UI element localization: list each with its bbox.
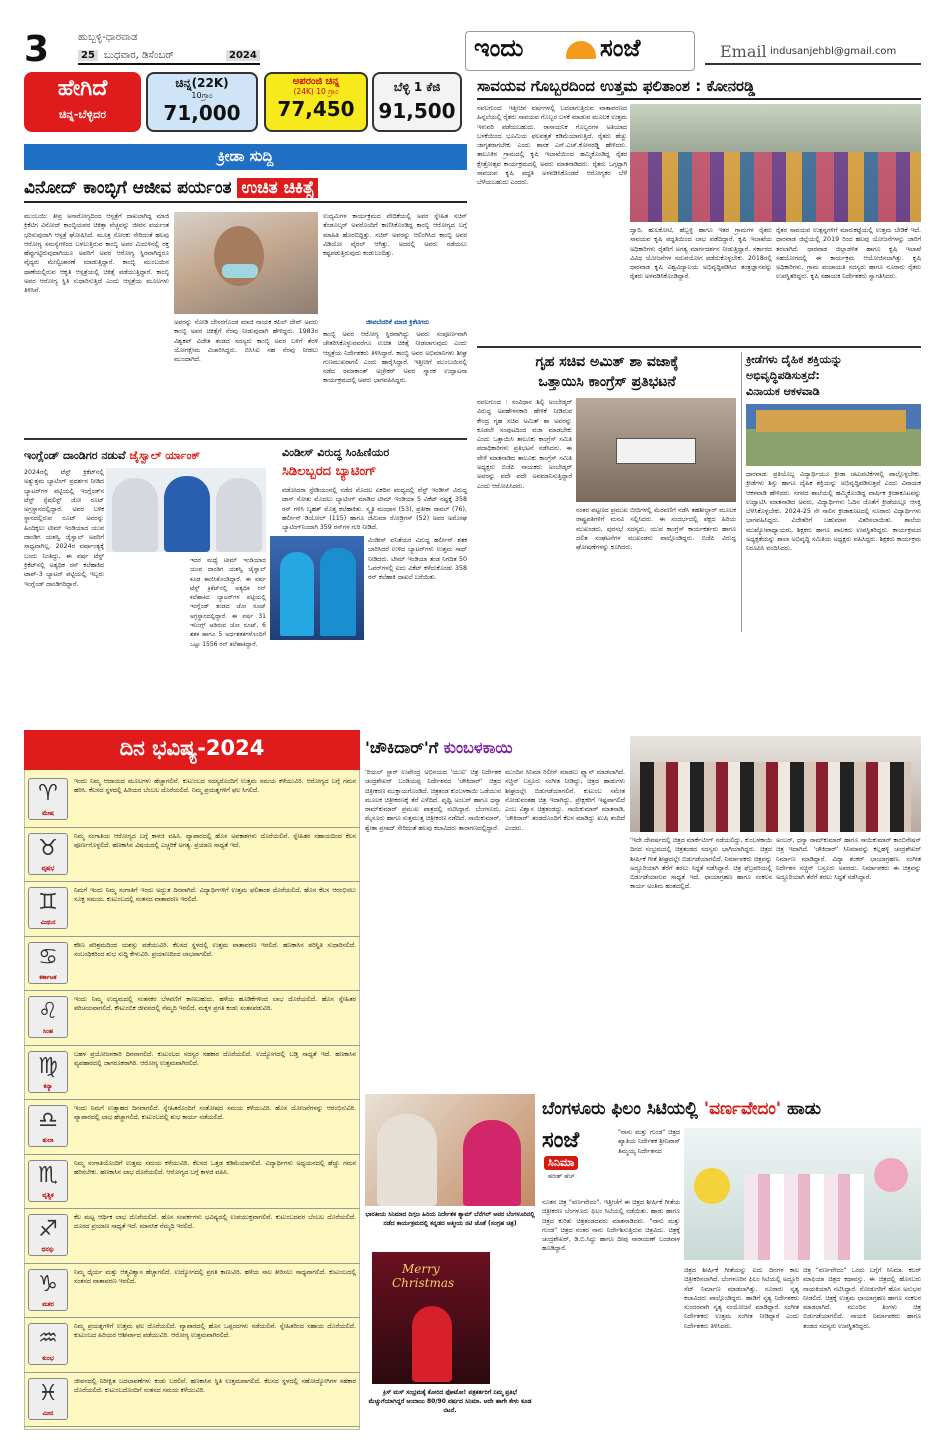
horoscope-row [24,1156,360,1210]
chowkidar-col4: ಅಂಬರ್, ಧನ್ಯಾ ರಾಮ್‌ಕುಮಾರ್ ಹಾಗೂ ಸಾಯಿಕುಮಾರ್ ಕಾಂಬಿನೇಷನ್ ಚಿತ್ರ ಇದಾಗಿದೆ. 'ಚೌಕಿದಾರ್' ಸಿನಿಮಾವನ್ನು ಕಲ್ಲಹಳ್ಳಿ ಚಂದ್ರಶೇಖರ್ ನಿರ್ಮಾಣ ಮಾಡಿದ್ದಾರೆ. ವಿದ್ಯಾ ಶಂಕರ್ ಛಾಯಾಗ್ರಹಣ, ಸಂಗೀತ ನಿರ್ದೇಶನ ಸಚ್ಚಿನ್ ಬಸ್ರೂರು ಅವರದು. ನಿರ್ಮಾಪಕರು ಈ ಚಿತ್ರವನ್ನು ಅದ್ದೂರಿಯಾಗಿ ತೆರೆಗೆ ತರಲು ಸಿದ್ಧತೆ ನಡೆಸಿದ್ದಾರೆ. [776,837,921,882]
date-text: ಬುಧವಾರ, ಡಿಸೆಂಬರ್ [104,50,174,61]
film-intro: "ನಾನು ಮತ್ತು ಗುಂಡ" ಚಿತ್ರದ ಖ್ಯಾತಿಯ ನಿರ್ದೇಶಕ ಶ್ರೀನಿವಾಸ್ ತಿಮ್ಮಯ್ಯ ನಿರ್ದೇಶನದ [618,1129,680,1155]
film-headline [542,1096,921,1124]
chowkidar-headline-a: 'ಚೌಕಿದಾರ್'ಗೆ [365,738,444,757]
jaiswal-photo [106,468,266,552]
kambli-subhead: ಜೀವಬೆದರಿಕೆ ಮಾಜಿ ಕ್ರಿಕೆಟಿಗರು [365,318,430,326]
sports-tent [756,410,906,432]
zodiac-name: ಮಕರ [42,1300,54,1308]
gold24-label: ಅಪರಂಜಿ ಚಿನ್ನ [292,76,340,87]
horoscope-text: ಇಂದು ನಿಮ್ಮ ಉದ್ಯಮದಲ್ಲಿ ಸಂತಸಕರ ಬೆಳವಣಿಗೆ ಕಾಣಬಹುದು. ಹಳೆಯ ಹೂಡಿಕೆಗಳಿಂದ ಲಾಭ ದೊರೆಯಲಿದೆ. ಹೊಸ ಸ್ನೇಹಿತರ ಪರಿಚಯವಾಗಲಿದೆ. ಕೌಟುಂಬಿಕ ಜೀವನದಲ್ಲಿ ನೆಮ್ಮದಿ ಇರಲಿದೆ. ಮಕ್ಕಳ ಪ್ರಗತಿ ಕಂಡು ಸಂತಸಪಡುವಿರಿ. [74,996,356,1013]
kambli-headline-b: ಉಚಿತ ಚಿಕಿತ್ಸೆ [237,178,318,198]
vinayak-photo [746,404,921,466]
shah-headline-1: ಗೃಹ ಸಚಿವ ಅಮಿತ್ ಶಾ ವಜಾಕ್ಕೆ [535,354,679,370]
vinayak-headline-1: ಕ್ರೀಡೆಗಳು ದೈಹಿಕ ಶಕ್ತಿಯನ್ನು [746,353,843,366]
dancers [744,1174,864,1260]
horoscope-row [24,1210,360,1264]
merry-text: Merry [402,1262,440,1276]
email-label: Email [720,42,767,61]
horoscope-row [24,883,360,937]
benegal-caption: ಭಾರತೀಯ ಸಿನಿಮಾದ ದಿಗ್ಗಜ ಹಿರಿಯ ನಿರ್ದೇಶಕ ಶ್ಯಾಮ್ ಬೆನೆಗಲ್ ಅವರ ಬೆಂಗಳೂರಿನಲ್ಲಿ ನಡೆದ ಕಾರ್ಯಕ್ರಮದಲ್ಲಿ ಕನ್ನಡದ ಆತ್ಮೀಯ ನಟಿ ಜೊತೆ (ಸಂಗ್ರಹ ಚಿತ್ರ) [365,1211,535,1227]
protest-banner [616,438,696,464]
page-number: 3 [24,29,50,70]
zodiac-name: ಮೀನ [42,1409,54,1417]
email-address: indusanjehbl@gmail.com [770,46,897,57]
benegal-figure [377,1114,437,1206]
gold24-value: 77,450 [277,97,355,121]
actress-figure [463,1120,521,1206]
horoscope-row [24,1265,360,1319]
kambli-headline [24,175,467,203]
horoscope-text: ಇಂದು ನಿಮಗೆ ಉತ್ಸಾಹದ ದಿನವಾಗಲಿದೆ. ಸ್ನೇಹಿತರೊಂದಿಗೆ ಸಂತೋಷದ ಸಮಯ ಕಳೆಯುವಿರಿ. ಹೊಸ ಯೋಜನೆಗಳನ್ನು ಆರಂಭಿಸುವಿರಿ. ವ್ಯಾಪಾರದಲ್ಲಿ ಲಾಭ ಹೆಚ್ಚಾಗಲಿದೆ. ಕುಟುಂಬದಲ್ಲಿ ಶುಭ ಕಾರ್ಯ ನಡೆಯಲಿದೆ. [74,1105,356,1122]
rates-title-line2: ಚಿನ್ನ-ಬೆಳ್ಳಿದರ [58,108,107,121]
kambli-photo [174,212,318,314]
player-duckett [216,478,262,552]
jaiswal-col2: ಇದರ ಮಧ್ಯೆ ಟೀಮ್ ಇಂಡಿಯಾದ ಯುವ ದಾಂಡಿಗ ಯಶಸ್ವಿ ಜೈಸ್ವಾಲ್ ಕೂಡ ಕಾಣಿಸಿಕೊಂಡಿದ್ದಾರೆ. ಈ ವರ್ಷ ಟೆಸ್ಟ್ ಕ್ರಿಕೆಟ್‌ನಲ್ಲಿ ಅತ್ಯಧಿಕ ರನ್ ಕಲೆಹಾಕಿದ ಬ್ಯಾಟರ್‌ಗಳ ಪಟ್ಟಿಯಲ್ಲಿ ಇಂಗ್ಲೆಂಡ್ ತಂಡದ ಜೋ ರೂಟ್ ಅಗ್ರಸ್ಥಾನದಲ್ಲಿದ್ದಾರೆ. ಈ ವರ್ಷ 31 ಇನಿಂಗ್ಸ್ ಆಡಿರುವ ಜೋ ರೂಟ್, 6 ಶತಕ ಹಾಗೂ 5 ಅರ್ಧಶತಕಗಳೊಂದಿಗೆ ಒಟ್ಟು 1556 ರನ್ ಕಲೆಹಾಕಿದ್ದಾರೆ. [190,557,266,648]
kambli-col1: ಮುಂಬಯಿ: ತೀವ್ರ ಅನಾರೋಗ್ಯದಿಂದ ಆಸ್ಪತ್ರೆಗೆ ದಾಖಲಾಗಿದ್ದ ಮಾಜಿ ಕ್ರಿಕೆಟಿಗ ವಿನೋದ್ ಕಾಂಬ್ಳಿಯವರ ಚಿಕಿತ್ಸಾ ವೆಚ್ಚವನ್ನು ಜೀವನ ಪರ್ಯಂತ ಭರಿಸುವುದಾಗಿ ಆಸ್ಪತ್ರೆ ಘೋಷಿಸಿದೆ. ಮೂತ್ರ ಸೋಂಕು ಸೇರಿದಂತೆ ಹಲವು ಆರೋಗ್ಯ ಸಮಸ್ಯೆಗಳಿಂದ ಬಳಲುತ್ತಿರುವ ಕಾಂಬ್ಳಿ ಅವರ ಮಿದುಳಿನಲ್ಲಿ ರಕ್ತ ಹೆಪ್ಪುಗಟ್ಟಿರುವುದಾಗಿಯೂ ಅವರಿಗೆ ಅವರ ಆರೋಗ್ಯ ಸ್ಥಿರವಾಗಿದ್ದರೂ ವೈದ್ಯರು ಮೇಲ್ವಿಚಾರಣೆ ಮಾಡುತ್ತಿದ್ದಾರೆ. ಕಾಂಬ್ಳಿ ಮುಂಬಯಿನ ಥಾಣೆಯಲ್ಲಿರುವ ಆಕೃತಿ ಆಸ್ಪತ್ರೆಯಲ್ಲಿ ಚಿಕಿತ್ಸೆ ಪಡೆಯುತ್ತಿದ್ದಾರೆ. ಕಾಂಬ್ಳಿ ಅವರ ಆರೋಗ್ಯ ಸ್ಥಿತಿ ಸುಧಾರಿಸುತ್ತಿದೆ ಎಂದು ಆಸ್ಪತ್ರೆಯ ಮೂಲಗಳು ತಿಳಿಸಿವೆ. [24,213,169,295]
benegal-photo [365,1094,535,1206]
masthead [0,0,945,70]
horoscope-row [24,829,360,883]
zodiac-glyph: ♒ [38,1326,58,1351]
horoscope-row [24,1101,360,1155]
horoscope-text: ಜೀವನದಲ್ಲಿ ನಿರೀಕ್ಷಿತ ಬದಲಾವಣೆಗಳು ಕಂಡು ಬರಲಿವೆ. ಹಣಕಾಸಿನ ಸ್ಥಿತಿ ಉತ್ತಮವಾಗಲಿದೆ. ಕೆಲಸದ ಸ್ಥಳದಲ್ಲಿ ಸಹೋದ್ಯೋಗಿಗಳ ಸಹಕಾರ ದೊರೆಯಲಿದೆ. ಕುಟುಂಬದೊಂದಿಗೆ ಸಂತಸದ ಸಮಯ ಕಳೆಯುವಿರಿ. [74,1377,356,1394]
crowd-row [630,152,921,222]
zodiac-icon [28,1269,68,1311]
horoscope-row [24,1047,360,1101]
horoscope-row [24,992,360,1046]
film-col2: ಚಿತ್ರದ ಶೀರ್ಷಿಕೆ ಗೀತೆಯನ್ನು ಐದು ದಿನಗಳ ಕಾಲ ಚಿತ್ರೀಕರಿಸಲಾಗಿದೆ. ಬೆಂಗಳೂರಿನ ಫಿಲಂ ಸಿಟಿಯಲ್ಲಿ ಅದ್ದೂರಿ ಸೆಟ್ ನಿರ್ಮಾಣ ಮಾಡಲಾಗಿತ್ತು. ನೂರಾರು ನೃತ್ಯ ಕಲಾವಿದರು ಪಾಲ್ಗೊಂಡಿದ್ದರು. ಹಾಡಿಗೆ ನೃತ್ಯ ನಿರ್ದೇಶಕರು ಸುಂದರವಾಗಿ ನೃತ್ಯ ಸಂಯೋಜನೆ ಮಾಡಿದ್ದಾರೆ. ಸಂಗೀತ ನಿರ್ದೇಶಕರು ಉತ್ತಮ ಸಂಗೀತ ನೀಡಿದ್ದಾರೆ ಎಂದು ನಿರ್ದೇಶಕರು ತಿಳಿಸಿದರು. [684,1267,799,1330]
sanje-word: ಸಂಜೆ [542,1128,580,1153]
zodiac-name: ಸಿಂಹ [42,1028,53,1035]
agri-headline: ಸಾವಯವ ಗೊಬ್ಬರದಿಂದ ಉತ್ತಮ ಫಲಿತಾಂಶ : ಕೋನರಡ್ಡಿ [477,74,921,100]
womens-col1: ವಡೋದರಾ ಸ್ಟೇಡಿಯಂನಲ್ಲಿ ನಡೆದ ಮೊದಲ ಏಕದಿನ ಪಂದ್ಯದಲ್ಲಿ ವೆಸ್ಟ್ ಇಂಡೀಸ್ ವಿರುದ್ಧ ಟಾಸ್ ಸೋತು ಮೊದಲು ಬ್ಯಾಟಿಂಗ್ ಮಾಡಿದ ಟೀಮ್ ಇಂಡಿಯಾ 5 ವಿಕೆಟ್ ನಷ್ಟಕ್ಕೆ 358 ರನ್ ಗಳಿಸಿ ಬೃಹತ್ ಮೊತ್ತ ಕಲೆಹಾಕಿತು. ಸ್ಮೃತಿ ಮಂಧಾನ (53), ಪ್ರತೀಕಾ ರಾವಲ್ (76), ಹರ್ಲೀನ್ ಡಿಯೋಲ್ (115) ಹಾಗೂ ಜೆಮಿಮಾ ರೋಡ್ರಿಗಸ್ (52) ಅವರ ಅಮೋಘ ಬ್ಯಾಟಿಂಗ್‌ನಿಂದಾಗಿ 359 ರನ್‌ಗಳ ಗುರಿ ನೀಡಿದೆ. [282,487,467,532]
jaiswal-headline-a: ಇಂಗ್ಲೆಂಡ್ ದಾಂಡಿಗರ ನಡುವೆ [24,449,130,462]
sports-banner-text: ಕ್ರೀಡಾ ಸುದ್ದಿ [217,147,274,165]
zodiac-glyph: ♈ [38,781,58,806]
masthead-underline [78,63,260,65]
chowkidar-headline-b: ಕುಂಬಳಕಾಯಿ [443,738,513,757]
jaiswal-col1: 2024ರಲ್ಲಿ ಟೆಸ್ಟ್ ಕ್ರಿಕೆಟ್‌ನಲ್ಲಿ ಅತ್ಯುತ್ತಮ ಬ್ಯಾಟಿಂಗ್ ಪ್ರದರ್ಶನ ನೀಡಿದ ಬ್ಯಾಟರ್‌ಗಳ ಪಟ್ಟಿಯಲ್ಲಿ ಇಂಗ್ಲೆಂಡ್‌ನ ಟೆಸ್ಟ್ ಸ್ಪೆಷಲಿಸ್ಟ್ ಜೋ ರೂಟ್ ಅಗ್ರಸ್ಥಾನದಲ್ಲಿದ್ದಾರೆ. ಅವರ ಬಳಿಕ ಸ್ಥಾನದಲ್ಲಿರುವ ರೂಟ್ ಅವರನ್ನು ಹಿಂದಿಕ್ಕಲು ಟೀಮ್ ಇಂಡಿಯಾದ ಯುವ ದಾಂಡಿಗ ಯಶಸ್ವಿ ಜೈಸ್ವಾಲ್ ಅವರಿಗೆ ಸಾಧ್ಯವಾಗಿಲ್ಲ. 2024ರ ವರ್ಷಾಂತ್ಯಕ್ಕೆ ಬಂದು ನಿಂತಿದ್ದು, ಈ ವರ್ಷ ಟೆಸ್ಟ್ ಕ್ರಿಕೆಟ್‌ನಲ್ಲಿ ಅತ್ಯಧಿಕ ರನ್ ಕಲೆಹಾಕಿದ ಟಾಪ್-3 ಬ್ಯಾಟರ್ ಪಟ್ಟಿಯಲ್ಲಿ ಇಬ್ಬರು ಇಂಗ್ಲೆಂಡ್ ದಾಂಡಿಗರಿದ್ದಾರೆ. [24,469,104,588]
zodiac-name: ಮೇಷ [42,810,54,817]
silver-rate [372,72,462,132]
kambli-headline-a: ವಿನೋದ್ ಕಾಂಬ್ಳಿಗೆ ಆಜೀವ ಪರ್ಯಂತ [24,178,238,198]
vinayak-headline-2: ಅಭಿವೃದ್ಧಿಪಡಿಸುತ್ತದೆ: [746,369,820,382]
film-headline-c: ಹಾಡು [781,1099,822,1119]
zodiac-name: ವೃಶ್ಚಿಕ [42,1191,54,1199]
zodiac-name: ವೃಷಭ [41,864,55,872]
chowkidar-col3: 'ಇದೇ ದೇವರ್ಷದಲ್ಲಿ ಚಿತ್ರದ ಮಾರ್ಕೆಟಿಂಗ್ ನಡೆಯಲಿದ್ದು, ಕುಂಬಳಕಾಯಿ ದಿನದ ಸಂಭ್ರಮದಲ್ಲಿ ಚಿತ್ರತಂಡದ ಸದಸ್ಯರು ಭಾಗಿಯಾಗಿದ್ದರು. ಚಿತ್ರದ ಶೀರ್ಷಿಕೆ ಗೀತೆ ಶೀಘ್ರದಲ್ಲೇ ಬಿಡುಗಡೆಯಾಗಲಿದೆ. ನಿರ್ಮಾಪಕರು ಚಿತ್ರವನ್ನು ಅದ್ದೂರಿಯಾಗಿ ತೆರೆಗೆ ತರಲು ಸಿದ್ಧತೆ ನಡೆಸಿದ್ದಾರೆ. ಚಿತ್ರ ಫೆಬ್ರವರಿಯಲ್ಲಿ ಬಿಡುಗಡೆಯಾಗುವ ಸಾಧ್ಯತೆ ಇದೆ. ಛಾಯಾಗ್ರಹಣ ಹಾಗೂ ಸಂಕಲನ ಕಾರ್ಯ ಅಂತಿಮ ಹಂತದಲ್ಲಿದೆ. [630,837,773,891]
zodiac-icon [28,887,68,929]
balloons-right [874,1158,908,1192]
zodiac-icon [28,778,68,820]
zodiac-name: ಕರ್ಕಾಟಕ [39,973,57,981]
balloons-left [694,1168,730,1204]
date-year: 2024 [226,50,260,61]
horoscope-row [24,938,360,992]
zodiac-icon [28,1323,68,1365]
film-col1: ನೂತನ ಚಿತ್ರ "ವರ್ಣವೇದಂ". ಇತ್ತೀಚೆಗೆ ಈ ಚಿತ್ರದ ಶೀರ್ಷಿಕೆ ಗೀತೆಯ ಚಿತ್ರೀಕರಣ ಬೆಂಗಳೂರು ಫಿಲಂ ಸಿಟಿಯಲ್ಲಿ ನಡೆಯಿತು. ಹಾಡು ಹಾಗೂ ಚಿತ್ರದ ಕುರಿತು ಚಿತ್ರತಂಡದವರು ಮಾತನಾಡಿದರು. "ನಾನು ಮತ್ತು ಗುಂಡ" ಚಿತ್ರದ ನಂತರ ನಾನು ನಿರ್ದೇಶಿಸುತ್ತಿರುವ ಚಿತ್ರವಿದು. ಚಿತ್ರಕ್ಕೆ ಚಂದ್ರಶೇಖರ್, ಡಿ.ಬಿ.ಸಿದ್ದು ಹಾಗೂ ದೀಪು ನಾರಾಯಣ್ ಬಂಡವಾಳ ಹೂಡಿದ್ದಾರೆ. [542,1199,680,1253]
masthead-rule [705,63,921,65]
vinayak-vrule [741,352,742,632]
gold22-value: 71,000 [163,101,241,125]
shah-col1: ನವಲಗುಂದ : ಸಂವಿಧಾನ ಶಿಲ್ಪಿ ಅಂಬೇಡ್ಕರ್ ವಿರುದ್ಧ ಅವಹೇಳನಕಾರಿ ಹೇಳಿಕೆ ನೀಡಿರುವ ಕೇಂದ್ರ ಗೃಹ ಸಚಿವ ಅಮಿತ್ ಶಾ ಅವರನ್ನು ಕೂಡಲೇ ಸಂಪುಟದಿಂದ ವಜಾ ಮಾಡಬೇಕು ಎಂದು ಒತ್ತಾಯಿಸಿ ತಾಲೂಕು ಕಾಂಗ್ರೆಸ್ ಸಮಿತಿ ಪದಾಧಿಕಾರಿಗಳು ಪ್ರತಿಭಟನೆ ನಡೆಸಿದರು. ಈ ವೇಳೆ ಮಾತನಾಡಿದ ತಾಲೂಕು ಕಾಂಗ್ರೆಸ್ ಸಮಿತಿ ಅಧ್ಯಕ್ಷರು ಬಿಜೆಪಿ ನಾಯಕರು ಅಂಬೇಡ್ಕರ್ ಅವರನ್ನು ಪದೇ ಪದೇ ಅವಮಾನಿಸುತ್ತಿದ್ದಾರೆ ಎಂದು ಆರೋಪಿಸಿದರು. [477,399,572,490]
horoscope-text: ನಿಮ್ಮ ಸಂಗಾತಿಯ ಆರೋಗ್ಯದ ಬಗ್ಗೆ ಕಾಳಜಿ ವಹಿಸಿ. ವ್ಯಾಪಾರದಲ್ಲಿ ಹೊಸ ಅವಕಾಶಗಳು ದೊರೆಯಲಿವೆ. ಸ್ನೇಹಿತರ ಸಹಾಯದಿಂದ ಕೆಲಸ ಪೂರ್ಣಗೊಳ್ಳಲಿದೆ. ಹಣಕಾಸಿನ ವಿಷಯದಲ್ಲಿ ಎಚ್ಚರಿಕೆ ಅಗತ್ಯ. ಪ್ರಯಾಣ ಸಾಧ್ಯತೆ ಇದೆ. [74,832,356,849]
batter-2 [320,548,356,636]
zodiac-icon [28,996,68,1038]
horoscope-header [24,730,360,770]
sports-divider [24,438,467,440]
kambli-col4: ಕಾಂಬ್ಳಿ ಅವರ ಆರೋಗ್ಯ ಸ್ಥಿರವಾಗಿದ್ದು ಅವರು ಸಂಪೂರ್ಣವಾಗಿ ಚೇತರಿಸಿಕೊಳ್ಳುವವರೆಗೂ ಉಚಿತ ಚಿಕಿತ್ಸೆ ನೀಡಲಾಗುವುದು ಎಂದು ಆಸ್ಪತ್ರೆಯ ನಿರ್ದೇಶಕರು ತಿಳಿಸಿದ್ದಾರೆ. ಕಾಂಬ್ಳಿ ಅವರ ಅಭಿಮಾನಿಗಳು ಶೀಘ್ರ ಗುಣಮುಖರಾಗಲಿ ಎಂದು ಹಾರೈಸಿದ್ದಾರೆ. ಇತ್ತೀಚಿಗೆ ಮುಂಬಯಿನಲ್ಲಿ ನಡೆದ ರಮಾಕಾಂತ್ ಅಚ್ರೇಕರ್ ಅವರ ಸ್ಮಾರಕ ಉದ್ಘಾಟನಾ ಕಾರ್ಯಕ್ರಮದಲ್ಲಿ ಅವರು ಭಾಗವಹಿಸಿದ್ದರು. [323,331,467,385]
horoscope-text: ಇಂದು ನಿಮ್ಮ ಆದಾಯದ ಮೂಲಗಳು ಹೆಚ್ಚಾಗಲಿವೆ. ಕುಟುಂಬದ ಸದಸ್ಯರೊಂದಿಗೆ ಉತ್ತಮ ಸಮಯ ಕಳೆಯುವಿರಿ. ಆರೋಗ್ಯದ ಬಗ್ಗೆ ಗಮನ ಹರಿಸಿ. ಕೆಲಸದ ಸ್ಥಳದಲ್ಲಿ ಹಿರಿಯರ ಬೆಂಬಲ ದೊರೆಯಲಿದೆ. ನಿಮ್ಮ ಪ್ರಯತ್ನಗಳಿಗೆ ಫಲ ಸಿಗಲಿದೆ. [74,778,356,795]
zodiac-glyph: ♋ [38,944,58,970]
batter-1 [280,552,314,636]
rates-title-line1: ಹೇಗಿದೆ [57,76,108,101]
zodiac-glyph: ♊ [38,890,58,915]
zodiac-icon [28,1160,68,1202]
zodiac-glyph: ♓ [38,1380,58,1406]
horoscope-row [24,1319,360,1373]
newspaper-logo [465,31,695,71]
horoscope-row [24,1374,360,1428]
region-label: ಹುಬ್ಬಳ್ಳಿ-ಧಾರವಾಡ [78,32,138,43]
date-day: 25 [78,50,98,61]
santa-figure [412,1306,452,1382]
sanje-cinema-logo [542,1128,614,1182]
zodiac-icon [28,1378,68,1420]
womens-photo [270,536,364,640]
kambli-col3: ಅವರನ್ನು ನೋಡಿ ಬೇಸರಗೊಂಡ ಮಾಜಿ ನಾಯಕ ಕಪಿಲ್ ದೇವ್ ಅವರು ಕಾಂಬ್ಳಿ ಅವರ ಚಿಕಿತ್ಸೆಗೆ ನೆರವು ನೀಡುವುದಾಗಿ ಹೇಳಿದ್ದರು. 1983ರ ವಿಶ್ವಕಪ್ ವಿಜೇತ ತಂಡದ ಸದಸ್ಯರು ಕಾಂಬ್ಳಿ ಅವರ ಬಳಿಗೆ ತೆರಳಿ ಯೋಗಕ್ಷೇಮ ವಿಚಾರಿಸಿದ್ದರು. ಬಿಸಿಸಿಐ ಸಹ ನೆರವು ನೀಡಲು ಮುಂದಾಗಿದೆ. [174,319,318,364]
zodiac-icon [28,942,68,984]
shah-headline-2: ಒತ್ತಾಯಿಸಿ ಕಾಂಗ್ರೆಸ್ ಪ್ರತಿಭಟನೆ [538,374,676,390]
horoscope-text: ನಿಮ್ಮ ಸಂಗಾತಿಯೊಂದಿಗೆ ಉತ್ತಮ ಸಮಯ ಕಳೆಯುವಿರಿ. ಕೆಲಸದ ಒತ್ತಡ ಕಡಿಮೆಯಾಗಲಿದೆ. ವಿದ್ಯಾರ್ಥಿಗಳು ಅಧ್ಯಯನದಲ್ಲಿ ಹೆಚ್ಚು ಗಮನ ಹರಿಸಬೇಕು. ಹಣಕಾಸಿನ ಲಾಭ ದೊರೆಯಲಿದೆ. ಆರೋಗ್ಯದ ಬಗ್ಗೆ ಕಾಳಜಿ ವಹಿಸಿ. [74,1159,356,1176]
agri-col3: ರೈತರ ಸಾವಯವ ಉತ್ಪನ್ನಗಳಿಗೆ ಮಾರುಕಟ್ಟೆಯಲ್ಲಿ ಉತ್ತಮ ಬೇಡಿಕೆ ಇದೆ. ಧಾರವಾಡ ಜಿಲ್ಲೆಯಲ್ಲಿ 2019 ರಿಂದ ಹಲವು ಯೋಜನೆಗಳನ್ನು ಜಾರಿಗೆ ತರಲಾಗಿದೆ. ಧಾರವಾಡ ಜಿಲ್ಲಾಡಳಿತ ಹಾಗೂ ಕೃಷಿ ಇಲಾಖೆ ಸಹಯೋಗದಲ್ಲಿ ಈ ಕಾರ್ಯಕ್ರಮ ಆಯೋಜಿಸಲಾಗಿತ್ತು. ಕೃಷಿ ಅಧಿಕಾರಿಗಳು, ಗ್ರಾಮ ಪಂಚಾಯತಿ ಸದಸ್ಯರು ಹಾಗೂ ನೂರಾರು ರೈತರು ಉಪಸ್ಥಿತರಿದ್ದರು. ಕೃಷಿ ಸಹಾಯಕ ನಿರ್ದೇಶಕರು ಸ್ವಾಗತಿಸಿದರು. [776,227,921,281]
jaiswal-headline [24,444,274,464]
sun-icon [566,41,596,59]
agri-col2: ದ್ವಾರಿ, ಹುಲಕೋಟಿ, ಹೆಬ್ಬಳ್ಳಿ ಹಾಗೂ ಇತರ ಗ್ರಾಮಗಳ ರೈತರು ಸಾವಯವ ಕೃಷಿ ಪದ್ಧತಿಯಿಂದ ಲಾಭ ಪಡೆದಿದ್ದಾರೆ. ಕೃಷಿ ಇಲಾಖೆಯ ಅಧಿಕಾರಿಗಳು ರೈತರಿಗೆ ಅಗತ್ಯ ಮಾರ್ಗದರ್ಶನ ನೀಡುತ್ತಿದ್ದಾರೆ. ಸರ್ಕಾರದ ವಿವಿಧ ಯೋಜನೆಗಳ ಸದುಪಯೋಗ ಪಡೆದುಕೊಳ್ಳಬೇಕು. 2018ರಲ್ಲಿ ಧಾರವಾಡ ಕೃಷಿ ವಿಶ್ವವಿದ್ಯಾಲಯ ಅಭಿವೃದ್ಧಿಪಡಿಸಿದ ತಂತ್ರಜ್ಞಾನವನ್ನು ರೈತರು ಅಳವಡಿಸಿಕೊಂಡಿದ್ದಾರೆ. [630,227,772,281]
vinayak-body: ಧಾರವಾಡ: ಪ್ರತಿಯೊಬ್ಬ ವಿದ್ಯಾರ್ಥಿಯೂ ಕ್ರೀಡಾ ಚಟುವಟಿಕೆಗಳಲ್ಲಿ ಪಾಲ್ಗೊಳ್ಳಬೇಕು. ಕ್ರೀಡೆಗಳು ಶಿಸ್ತು ಹಾಗೂ ದೈಹಿಕ ಶಕ್ತಿಯನ್ನು ಅಭಿವೃದ್ಧಿಪಡಿಸುತ್ತವೆ ಎಂದು ವಿನಾಯಕ ಆಕಳವಾಡಿ ಹೇಳಿದರು. ನಗರದ ಶಾಲೆಯಲ್ಲಿ ಹಮ್ಮಿಕೊಂಡಿದ್ದ ವಾರ್ಷಿಕ ಕ್ರೀಡಾಕೂಟವನ್ನು ಉದ್ಘಾಟಿಸಿ ಮಾತನಾಡಿದ ಅವರು, ವಿದ್ಯಾರ್ಥಿಗಳು ಓದಿನ ಜೊತೆಗೆ ಕ್ರೀಡೆಯಲ್ಲೂ ಆಸಕ್ತಿ ಬೆಳೆಸಿಕೊಳ್ಳಬೇಕು. 2024-25 ನೇ ಸಾಲಿನ ಕ್ರೀಡಾಕೂಟದಲ್ಲಿ ನೂರಾರು ವಿದ್ಯಾರ್ಥಿಗಳು ಭಾಗವಹಿಸಿದ್ದರು. ವಿಜೇತರಿಗೆ ಬಹುಮಾನ ವಿತರಿಸಲಾಯಿತು. ಶಾಲೆಯ ಮುಖ್ಯೋಪಾಧ್ಯಾಯರು, ಶಿಕ್ಷಕರು ಹಾಗೂ ಪಾಲಕರು ಉಪಸ್ಥಿತರಿದ್ದರು. ಕಾರ್ಯಕ್ರಮದ ಅಧ್ಯಕ್ಷತೆಯನ್ನು ಶಾಲಾ ಅಭಿವೃದ್ಧಿ ಸಮಿತಿಯ ಅಧ್ಯಕ್ಷರು ವಹಿಸಿದ್ದರು. ಶಿಕ್ಷಕರು ಕಾರ್ಯಕ್ರಮ ನಿರೂಪಿಸಿ ವಂದಿಸಿದರು. [746,471,921,553]
christmas-caption: ಕ್ರಿಸ್ ಮಸ್ ಸಂಭ್ರಮಕ್ಕೆ ಕೋರಿದ ಫೋಟೋ! ಪತ್ರಕರ್ತರಿಗೆ ನಿಮ್ಮ ಪ್ರತಿಭೆ ಮೆಚ್ಚುಗೆಯಾಗಿದ್ದರೆ ಅಂದಾಜು 80/90 ವರ್ಷದ ಸಿನಿಮಾ. ಅದೇ ಹಾಗೇ ಕೇಳು ಕೂಡ ನಟನೆ. [368,1389,532,1414]
rates-title [24,72,141,132]
shah-col2: ನಂತರ ಪಟ್ಟಣದ ಪ್ರಮುಖ ಬೀದಿಗಳಲ್ಲಿ ಮೆರವಣಿಗೆ ನಡೆಸಿ ತಹಶೀಲ್ದಾರ್ ಮೂಲಕ ರಾಷ್ಟ್ರಪತಿಗಳಿಗೆ ಮನವಿ ಸಲ್ಲಿಸಿದರು. ಈ ಸಂದರ್ಭದಲ್ಲಿ ಪಕ್ಷದ ಹಿರಿಯ ಮುಖಂಡರು, ಪುರಸಭೆ ಸದಸ್ಯರು, ಯುವ ಕಾಂಗ್ರೆಸ್ ಕಾರ್ಯಕರ್ತರು ಹಾಗೂ ದಲಿತ ಸಂಘಟನೆಗಳ ಮುಖಂಡರು ಪಾಲ್ಗೊಂಡಿದ್ದರು. ಬಿಜೆಪಿ ವಿರುದ್ಧ ಘೋಷಣೆಗಳನ್ನು ಕೂಗಿದರು. [576,507,736,552]
gold22-label: ಚಿನ್ನ(22K) [175,76,229,90]
horoscope-text: ಕಠಿಣ ಪರಿಶ್ರಮದಿಂದ ಯಶಸ್ಸು ಪಡೆಯುವಿರಿ. ಕೆಲಸದ ಸ್ಥಳದಲ್ಲಿ ಉತ್ತಮ ವಾತಾವರಣ ಇರಲಿದೆ. ಹಣಕಾಸಿನ ಪರಿಸ್ಥಿತಿ ಸುಧಾರಿಸಲಿದೆ. ಸಂಬಂಧಿಕರಿಂದ ಶುಭ ಸುದ್ದಿ ಕೇಳುವಿರಿ. ಪ್ರಯಾಣದಿಂದ ಲಾಭವಾಗಲಿದೆ. [74,941,356,958]
zodiac-glyph: ♑ [38,1271,58,1297]
logo-left: ಇಂದು [474,34,524,62]
kambli-col2: ಉದ್ಯಮಿಗಳ ಕಾರ್ಯಕ್ರಮದ ವೇದಿಕೆಯಲ್ಲಿ ಅವರ ಸ್ನೇಹಿತ ಸಚಿನ್ ತೆಂಡೂಲ್ಕರ್ ಅವರೊಂದಿಗೆ ಕಾಣಿಸಿಕೊಂಡಿದ್ದ ಕಾಂಬ್ಳಿ ಆರೋಗ್ಯದ ಬಗ್ಗೆ ಮಾಹಿತಿ ಹೊರಬಿದ್ದಿತ್ತು. ಸಚಿನ್ ಅವರನ್ನು ಆಲಿಂಗಿಸಿದ ಕಾಂಬ್ಳಿ ಅವರ ವಿಡಿಯೋ ವೈರಲ್ ಆಗಿತ್ತು. ಅದರಲ್ಲಿ ಅವರು ನಡೆಯಲು ಕಷ್ಟಪಡುತ್ತಿರುವುದು ಕಂಡುಬಂದಿತ್ತು. [323,213,467,258]
vinayak-headline-3: ವಿನಾಯಕ ಆಕಳವಾಡಿ [746,385,820,398]
chowkidar-col2: ಮುಂದಿನ ಸಿನಿಮಾ ರಿಲೀಸ್ ಮಾಡಲು ಪ್ಲ್ಯಾನ್ ಮಾಡಲಾಗಿದೆ. ಸಚ್ಚಿನ್ ಬಸ್ರೂರು ಸಂಗೀತ ನೀಡಿದ್ದು, ಚಿತ್ರದ ಹಾಡುಗಳು ಶೀಘ್ರದಲ್ಲೇ ಬಿಡುಗಡೆಯಾಗಲಿವೆ. ಕುಟುಂಬ ಸಮೇತ ನೋಡುವಂತಹ ಚಿತ್ರ ಇದಾಗಿದ್ದು, ಪ್ರೇಕ್ಷಕರಿಗೆ ಇಷ್ಟವಾಗಲಿದೆ ಎಂಬ ವಿಶ್ವಾಸ ಚಿತ್ರತಂಡದ್ದು. ಸಾಯಿಕುಮಾರ್ ಮಾತನಾಡಿ, 'ಚೌಕಿದಾರ್' ತಂಡದೊಂದಿಗೆ ಕೆಲಸ ಮಾಡಿದ್ದು ಖುಷಿ ತಂದಿದೆ ಎಂದರು. [505,769,625,832]
zodiac-glyph: ♍ [38,1053,58,1079]
silver-value: 91,500 [378,99,456,123]
christmas-text: Christmas [392,1276,455,1290]
logo-right: ಸಂಜೆ [600,34,641,62]
chowkidar-headline [365,736,625,762]
film-col3: ಚಿತ್ರ "ವರ್ಣವೇದಂ" ಒಂದು ಬಗ್ಗೆಗೆ ಸಿನಿಮಾ. ಕಲರ್ ಮಾಫಿಯಾ ಚಿತ್ರದ ಕಥಾವಸ್ತು. ಈ ಚಿತ್ರದಲ್ಲಿ ಹೊಸಬರು ನಾಯಕಿಯಾಗಿ ನಟಿಸಿದ್ದಾರೆ. ನೋಡುಗರಿಗೆ ಹೊಸ ಅನುಭವ ನೀಡಲಿದೆ. ಚಿತ್ರಕ್ಕೆ ಉತ್ತಮ ಛಾಯಾಗ್ರಹಣ ಹಾಗೂ ಸಂಕಲನ ಮಾಡಲಾಗಿದೆ. ಮುಂದಿನ ತಿಂಗಳು ಚಿತ್ರ ಬಿಡುಗಡೆಯಾಗಲಿದೆ. ನಾಯಕಿ ನಿರ್ಮಾಪಕರು ಹಾಗೂ ತಂಡದ ಸದಸ್ಯರು ಉಪಸ್ಥಿತರಿದ್ದರು. [803,1267,921,1330]
zodiac-glyph: ♏ [38,1162,58,1188]
horoscope-text: ನಿಮ್ಮ ಪ್ರಯತ್ನಗಳಿಗೆ ಉತ್ತಮ ಫಲ ದೊರೆಯಲಿದೆ. ವ್ಯಾಪಾರದಲ್ಲಿ ಹೊಸ ಒಪ್ಪಂದಗಳು ನಡೆಯಲಿವೆ. ಸ್ನೇಹಿತರಿಂದ ಸಹಾಯ ದೊರೆಯಲಿದೆ. ಕುಟುಂಬದ ಹಿರಿಯರ ಆಶೀರ್ವಾದ ಪಡೆಯುವಿರಿ. ಆರೋಗ್ಯ ಉತ್ತಮವಾಗಿರಲಿದೆ. [74,1323,356,1340]
player-root [112,478,158,552]
agri-divider [477,346,921,348]
zodiac-name: ತುಲಾ [42,1137,54,1144]
zodiac-name: ಧನಸ್ಸು [41,1246,55,1253]
gold22-unit: 10ಗ್ರಾಂ [191,91,213,100]
womens-headline-1: ವಿಂಡೀಸ್ ವಿರುದ್ಧ ಸಿಂಹಿಣಿಯರ [282,446,390,459]
shah-photo [576,398,736,502]
gold24-rate [264,72,368,132]
zodiac-glyph: ♎ [38,1108,58,1133]
cast-group [640,762,911,832]
zodiac-icon [28,833,68,875]
gold22-rate [146,72,258,132]
film-photo [684,1128,921,1260]
horoscope-row [24,774,360,828]
jaiswal-headline-b: ಜೈಸ್ವಾಲ್ ರ್ಯಾಂಕ್ [129,449,200,462]
gold24-unit: (24K) 10 ಗ್ರಾಂ [293,87,339,96]
zodiac-icon [28,1214,68,1256]
zodiac-glyph: ♉ [38,835,58,861]
zodiac-icon [28,1105,68,1147]
chowkidar-col1: 'ರಿಯಲ್ ಸ್ಟಾರ್ ಉಪೇಂದ್ರ ಅಭಿನಯದ 'ಯುಐ' ಚಿತ್ರ ನಿರ್ದೇಶಕ ಚಂದ್ರಶೇಖರ್ ಬಂಡಿಯಪ್ಪ ನಿರ್ದೇಶನದ 'ಚೌಕಿದಾರ್' ಚಿತ್ರದ ಚಿತ್ರೀಕರಣ ಮುಕ್ತಾಯಗೊಂಡಿದೆ. ಚಿತ್ರತಂಡ ಕುಂಬಳಕಾಯಿ ಒಡೆಯುವ ಮೂಲಕ ಚಿತ್ರೀಕರಣಕ್ಕೆ ತೆರೆ ಎಳೆದಿದೆ. ಪೃಥ್ವಿ ಅಂಬರ್ ಹಾಗೂ ಧನ್ಯಾ ರಾಮ್‌ಕುಮಾರ್ ಪ್ರಮುಖ ಪಾತ್ರದಲ್ಲಿ ನಟಿಸಿದ್ದಾರೆ. ಬೆಂಗಳೂರು, ಮೈಸೂರು ಹಾಗೂ ಸುತ್ತಮುತ್ತ ಚಿತ್ರೀಕರಣ ನಡೆದಿದೆ. ಸಾಯಿಕುಮಾರ್, ಶ್ವೇತಾ ಪ್ರಸಾದ್ ಸೇರಿದಂತೆ ಹಲವು ಕಲಾವಿದರು ತಾರಾಗಣದಲ್ಲಿದ್ದಾರೆ. [365,769,501,832]
horoscope-text: ಕೆಲ ಮಟ್ಟ ಆರ್ಥಿಕ ಲಾಭ ದೊರೆಯಲಿದೆ. ಹೊಸ ಸಂಪರ್ಕಗಳು ಭವಿಷ್ಯದಲ್ಲಿ ಉಪಯುಕ್ತವಾಗಲಿವೆ. ಕುಟುಂಬದವರ ಬೆಂಬಲ ದೊರೆಯಲಿದೆ. ದೂರದ ಪ್ರಯಾಣ ಸಾಧ್ಯತೆ ಇದೆ. ಮಾನಸಿಕ ನೆಮ್ಮದಿ ಇರಲಿದೆ. [74,1214,356,1231]
agri-col1: ನವಲಗುಂದ: ಇತ್ತೀಚಿನ ವರ್ಷಗಳಲ್ಲಿ ಬದಲಾಗುತ್ತಿರುವ ವಾತಾವರಣದ ಹಿನ್ನಲೆಯಲ್ಲಿ ರೈತರು ಸಾವಯವ ಗೊಬ್ಬರ ಬಳಕೆ ಮಾಡುವ ಮೂಲಕ ಉತ್ತಮ ಇಳುವರಿ ಪಡೆಯಬಹುದು. ರಾಸಾಯನಿಕ ಗೊಬ್ಬರಗಳ ಅತಿಯಾದ ಬಳಕೆಯಿಂದ ಭೂಮಿಯ ಫಲವತ್ತತೆ ಕಡಿಮೆಯಾಗುತ್ತಿದೆ. ರೈತರು ಹೆಚ್ಚು ಜಾಗೃತರಾಗಬೇಕು ಎಂದು ಶಾಸಕ ಎನ್.ಎಚ್.ಕೋನರಡ್ಡಿ ಹೇಳಿದರು. ತಾಲೂಕಿನ ಗ್ರಾಮದಲ್ಲಿ ಕೃಷಿ ಇಲಾಖೆಯಿಂದ ಹಮ್ಮಿಕೊಂಡಿದ್ದ ರೈತರ ಕ್ಷೇತ್ರೋತ್ಸವ ಕಾರ್ಯಕ್ರಮದಲ್ಲಿ ಅವರು ಮಾತನಾಡಿದರು. ರೈತರು ಒಗ್ಗಟ್ಟಾಗಿ ಸಾವಯವ ಕೃಷಿ ಪದ್ಧತಿ ಅಳವಡಿಸಿಕೊಂಡರೆ ಆರೋಗ್ಯಕರ ಬೆಳೆ ಬೆಳೆಯಬಹುದು ಎಂದರು. [477,105,627,187]
horoscope-title: ದಿನ ಭವಿಷ್ಯ-2024 [119,736,265,760]
film-headline-a: ಬೆಂಗಳೂರು ಫಿಲಂ ಸಿಟಿಯಲ್ಲಿ [542,1099,704,1119]
film-headline-b: 'ವರ್ಣವೇದಂ' [703,1099,782,1119]
zodiac-icon [28,1051,68,1093]
chowkidar-photo [630,736,921,832]
zodiac-name: ಕನ್ಯಾ [43,1082,53,1090]
film-credit: ಹರೀಶ್ ಹೆಚ್ [548,1173,575,1180]
cinema-word: ಸಿನಿಮಾ [544,1156,578,1170]
zodiac-glyph: ♌ [38,999,58,1024]
kambli-mask [222,264,258,278]
agri-photo [630,104,921,222]
sports-banner [24,144,467,170]
horoscope-text: ನಿಮ್ಮ ಧೈರ್ಯ ಮತ್ತು ಆತ್ಮವಿಶ್ವಾಸ ಹೆಚ್ಚಾಗಲಿದೆ. ಉದ್ಯೋಗದಲ್ಲಿ ಪ್ರಗತಿ ಕಾಣುವಿರಿ. ಹಳೆಯ ಸಾಲ ತೀರಿಸಲು ಸಾಧ್ಯವಾಗಲಿದೆ. ಕುಟುಂಬದಲ್ಲಿ ಸಂತಸದ ವಾತಾವರಣ ಇರಲಿದೆ. [74,1268,356,1285]
christmas-photo [372,1252,490,1384]
zodiac-glyph: ♐ [38,1217,58,1242]
player-jaiswal [164,476,210,552]
womens-headline-2: ಸಿಡಿಲಬ್ಬರದ ಬ್ಯಾಟಿಂಗ್ [282,464,377,479]
silver-label: ಬೆಳ್ಳಿ 1 ಕೆಜಿ [393,80,441,94]
zodiac-name: ಕುಂಭ [42,1355,54,1362]
zodiac-name: ಮಿಥುನ [40,919,56,926]
horoscope-text: ನಿಮಗೆ ಇಂದು ನಿಮ್ಮ ಸಂಗಾತಿಗೆ ಇಂದು ಅದ್ಭುತ ದಿನವಾಗಿದೆ. ವಿದ್ಯಾರ್ಥಿಗಳಿಗೆ ಉತ್ತಮ ಫಲಿತಾಂಶ ದೊರೆಯಲಿದೆ. ಹೊಸ ಕೆಲಸ ಆರಂಭಿಸಲು ಸೂಕ್ತ ಸಮಯ. ಕುಟುಂಬದಲ್ಲಿ ಸಂತಸದ ವಾತಾವರಣ ಇರಲಿದೆ. [74,887,356,904]
horoscope-text: ಬಹಳ ಪ್ರಯೋಜನಕಾರಿ ದಿನವಾಗಲಿದೆ. ಕುಟುಂಬದ ಸದಸ್ಯರ ಸಹಕಾರ ದೊರೆಯಲಿದೆ. ಉದ್ಯೋಗದಲ್ಲಿ ಬಡ್ತಿ ಸಾಧ್ಯತೆ ಇದೆ. ಹಣಕಾಸಿನ ವ್ಯವಹಾರದಲ್ಲಿ ಜಾಗರೂಕರಾಗಿರಿ. ಆರೋಗ್ಯ ಉತ್ತಮವಾಗಿರಲಿದೆ. [74,1050,356,1067]
womens-col2: ವಿಂಡೀಸ್ ವನಿತೆಯರ ವಿರುದ್ಧ ಹರ್ಲೀನ್ ಶತಕ ಬಾರಿಸಿದರೆ ಉಳಿದ ಬ್ಯಾಟರ್‌ಗಳು ಉತ್ತಮ ಸಾಥ್ ನೀಡಿದರು. ಟೀಮ್ ಇಂಡಿಯಾ ತಂಡ ನಿಗದಿತ 50 ಓವರ್‌ಗಳಲ್ಲಿ ಐದು ವಿಕೆಟ್ ಕಳೆದುಕೊಂಡು 358 ರನ್ ಕಲೆಹಾಕಿ ದಾಖಲೆ ಬರೆಯಿತು. [368,537,467,582]
